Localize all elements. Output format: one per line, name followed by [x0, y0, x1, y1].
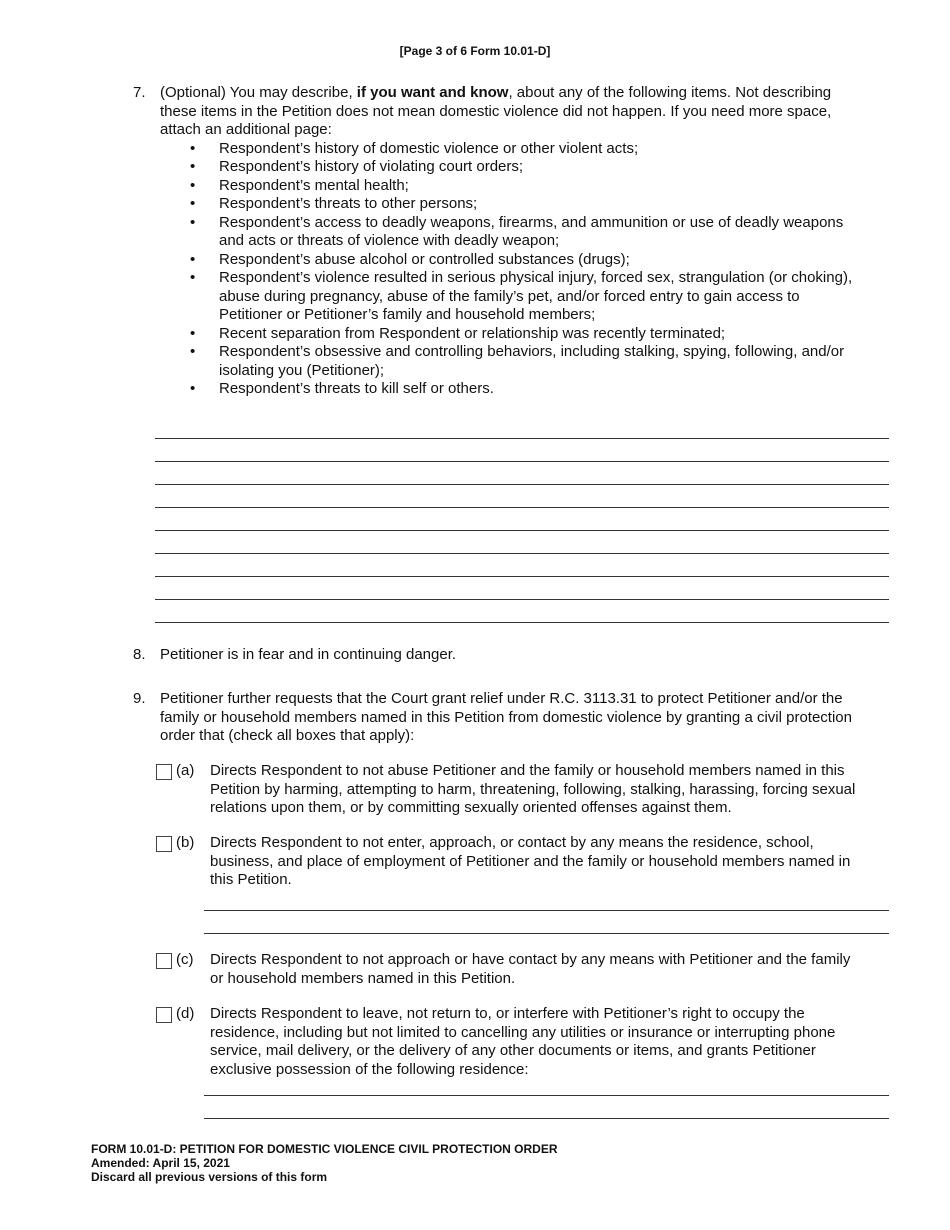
bullet-icon: • — [190, 158, 196, 175]
checkbox-c[interactable] — [156, 953, 172, 969]
write-in-line[interactable] — [155, 461, 889, 462]
item-number: 7. — [133, 84, 146, 101]
bullet-icon: • — [190, 195, 196, 212]
bullet-text: abuse during pregnancy, abuse of the family’s pet, and/or forced entry to gain access to — [219, 287, 800, 305]
footer-discard: Discard all previous versions of this form — [91, 1170, 328, 1184]
checkbox-a[interactable] — [156, 764, 172, 780]
bullet-text: Respondent’s mental health; — [219, 176, 409, 194]
option-text: relations upon them, or by committing sexually oriented offenses against them. — [210, 799, 732, 816]
page-header: [Page 3 of 6 Form 10.01-D] — [399, 44, 551, 58]
option-label: (d) — [176, 1005, 195, 1022]
write-in-line[interactable] — [204, 933, 889, 934]
item-7-line: attach an additional page: — [160, 121, 332, 138]
bullet-icon: • — [190, 139, 196, 157]
option-label: (a) — [176, 762, 195, 779]
option-text: service, mail delivery, or the delivery of any other documents or items, and grants Petitioner — [210, 1042, 816, 1059]
option-text: or household members named in this Petition. — [210, 969, 516, 987]
text: , about any of the following items. Not describing — [508, 84, 832, 101]
bullet-icon: • — [190, 380, 196, 397]
text: (Optional) You may describe, — [160, 84, 357, 101]
item-9-line: order that (check all boxes that apply): — [160, 727, 415, 744]
item-number: 9. — [133, 690, 146, 707]
item-7-line: these items in the Petition does not mean domestic violence did not happen. If you need more space, — [160, 102, 832, 120]
bullet-icon: • — [190, 250, 196, 268]
item-9-line: Petitioner further requests that the Court grant relief under R.C. 3113.31 to protect Petitioner and/or the — [160, 690, 843, 707]
write-in-line[interactable] — [204, 910, 889, 911]
bullet-text: Respondent’s access to deadly weapons, firearms, and ammunition or use of deadly weapons — [219, 213, 844, 231]
bullet-text: Respondent’s violence resulted in serious physical injury, forced sex, strangulation (or choking), — [219, 269, 853, 286]
footer-form-title: FORM 10.01-D: PETITION FOR DOMESTIC VIOLENCE CIVIL PROTECTION ORDER — [91, 1142, 558, 1156]
bullet-text: Petitioner or Petitioner’s family and household members; — [219, 306, 596, 323]
option-text: Directs Respondent to not approach or have contact by any means with Petitioner and the family — [210, 951, 851, 968]
write-in-line[interactable] — [155, 530, 889, 531]
write-in-line[interactable] — [155, 484, 889, 485]
footer — [91, 1142, 557, 1184]
write-in-line[interactable] — [204, 1095, 889, 1096]
option-text: Petition by harming, attempting to harm, threatening, following, stalking, harassing, forcing sexual — [210, 780, 856, 798]
bullet-icon: • — [190, 269, 196, 286]
bullet-icon: • — [190, 324, 196, 342]
write-in-line[interactable] — [155, 507, 889, 508]
footer-amended: Amended: April 15, 2021 — [91, 1156, 230, 1170]
bullet-icon: • — [190, 176, 196, 194]
bullet-text: and acts or threats of violence with deadly weapon; — [219, 232, 560, 249]
bullet-text: Respondent’s threats to kill self or others. — [219, 380, 494, 397]
option-text: Directs Respondent to leave, not return to, or interfere with Petitioner’s right to occupy the — [210, 1005, 805, 1022]
item-8-text: Petitioner is in fear and in continuing danger. — [160, 646, 457, 663]
item-number: 8. — [133, 646, 146, 663]
bullet-text: Recent separation from Respondent or relationship was recently terminated; — [219, 324, 726, 342]
write-in-line[interactable] — [155, 622, 889, 623]
item-7 — [0, 84, 950, 414]
bold-text: if you want and know — [356, 84, 509, 101]
option-label: (c) — [176, 951, 194, 968]
item-7-line — [160, 84, 831, 103]
item-9-line: family or household members named in this Petition from domestic violence by granting a civil protection — [160, 708, 852, 726]
bullet-text: Respondent’s abuse alcohol or controlled substances (drugs); — [219, 250, 630, 268]
write-in-line[interactable] — [155, 576, 889, 577]
write-in-line[interactable] — [155, 438, 889, 439]
option-text: residence, including but not limited to cancelling any utilities or insurance or interrupting phone — [210, 1023, 836, 1041]
write-in-line[interactable] — [155, 599, 889, 600]
write-in-line[interactable] — [155, 553, 889, 554]
write-in-line[interactable] — [204, 1118, 889, 1119]
option-label: (b) — [176, 834, 195, 851]
bullet-icon: • — [190, 213, 196, 231]
option-text: exclusive possession of the following residence: — [210, 1060, 529, 1078]
bullet-text: Respondent’s history of domestic violence or other violent acts; — [219, 139, 639, 157]
option-text: business, and place of employment of Petitioner and the family or household members named in — [210, 852, 851, 870]
checkbox-b[interactable] — [156, 836, 172, 852]
bullet-text: Respondent’s obsessive and controlling behaviors, including stalking, spying, following, and/or — [219, 343, 845, 360]
option-text: Directs Respondent to not enter, approach, or contact by any means the residence, school, — [210, 834, 814, 851]
option-text: Directs Respondent to not abuse Petitioner and the family or household members named in this — [210, 762, 845, 779]
bullet-text: isolating you (Petitioner); — [219, 361, 385, 379]
bullet-icon: • — [190, 343, 196, 360]
bullet-text: Respondent’s threats to other persons; — [219, 195, 478, 212]
option-text: this Petition. — [210, 871, 292, 888]
checkbox-d[interactable] — [156, 1007, 172, 1023]
bullet-text: Respondent’s history of violating court orders; — [219, 158, 524, 175]
